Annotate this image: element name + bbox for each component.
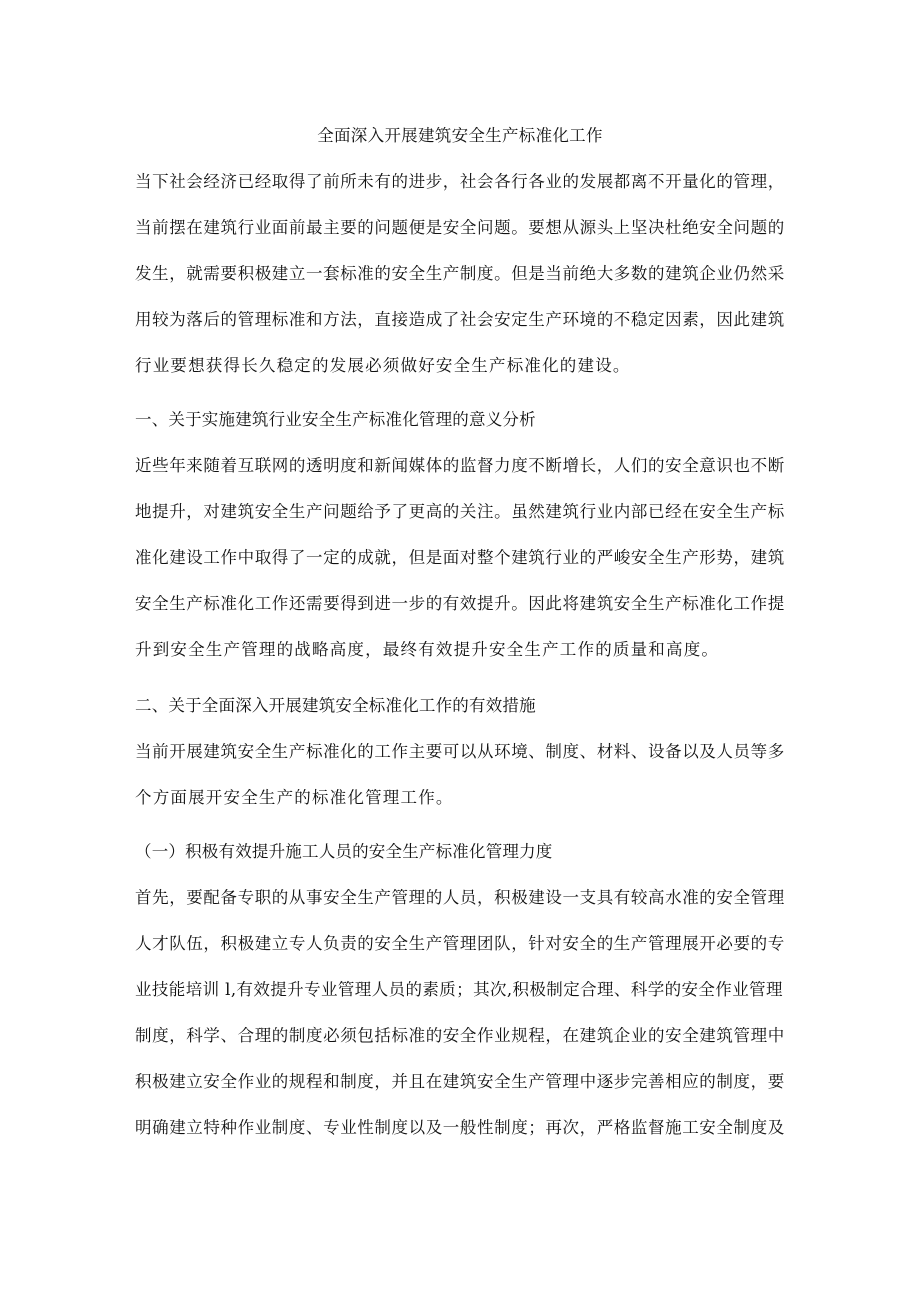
section1-line: 地提升，对建筑安全生产问题给予了更高的关注。虽然建筑行业内部已经在安全生产标 (135, 502, 785, 521)
section2-line: 当前开展建筑安全生产标准化的工作主要可以从环境、制度、材料、设备以及人员等多 (135, 742, 785, 761)
section1-line: 近些年来随着互联网的透明度和新闻媒体的监督力度不断增长，人们的安全意识也不断 (135, 456, 785, 475)
intro-line: 当前摆在建筑行业面前最主要的问题便是安全问题。要想从源头上坚决杜绝安全问题的 (135, 218, 785, 237)
subsection1-line: 制度，科学、合理的制度必须包括标准的安全作业规程，在建筑企业的安全建筑管理中 (135, 1026, 785, 1045)
intro-line: 行业要想获得长久稳定的发展必须做好安全生产标准化的建设。 (135, 356, 631, 375)
subsection1-line: 首先，要配备专职的从事安全生产管理的人员，积极建设一支具有较高水准的安全管理 (135, 888, 785, 907)
intro-line: 当下社会经济已经取得了前所未有的进步，社会各行各业的发展都离不开量化的管理， (135, 172, 785, 191)
intro-line: 用较为落后的管理标准和方法，直接造成了社会安定生产环境的不稳定因素，因此建筑 (135, 310, 785, 329)
section1-line: 升到安全生产管理的战略高度，最终有效提升安全生产工作的质量和高度。 (135, 640, 720, 659)
subsection1-heading: （一）积极有效提升施工人员的安全生产标准化管理力度 (135, 842, 553, 861)
document-title: 全面深入开展建筑安全生产标准化工作 (317, 126, 603, 145)
section1-line: 准化建设工作中取得了一定的成就，但是面对整个建筑行业的严峻安全生产形势，建筑 (135, 548, 785, 567)
subsection1-line: 业技能培训 l,有效提升专业管理人员的素质；其次,积极制定合理、科学的安全作业管理 (135, 980, 783, 999)
intro-line: 发生，就需要积极建立一套标准的安全生产制度。但是当前绝大多数的建筑企业仍然采 (135, 264, 785, 283)
section2-line: 个方面展开安全生产的标准化管理工作。 (135, 788, 454, 807)
subsection1-line: 积极建立安全作业的规程和制度，并且在建筑安全生产管理中逐步完善相应的制度，要 (135, 1072, 785, 1091)
subsection1-line: 人才队伍，积极建立专人负责的安全生产管理团队，针对安全的生产管理展开必要的专 (135, 934, 785, 953)
section1-heading: 一、关于实施建筑行业安全生产标准化管理的意义分析 (135, 410, 536, 429)
section1-line: 安全生产标准化工作还需要得到进一步的有效提升。因此将建筑安全生产标准化工作提 (135, 594, 785, 613)
section2-heading: 二、关于全面深入开展建筑安全标准化工作的有效措施 (135, 696, 536, 715)
subsection1-line: 明确建立特种作业制度、专业性制度以及一般性制度；再次，严格监督施工安全制度及 (135, 1118, 785, 1137)
